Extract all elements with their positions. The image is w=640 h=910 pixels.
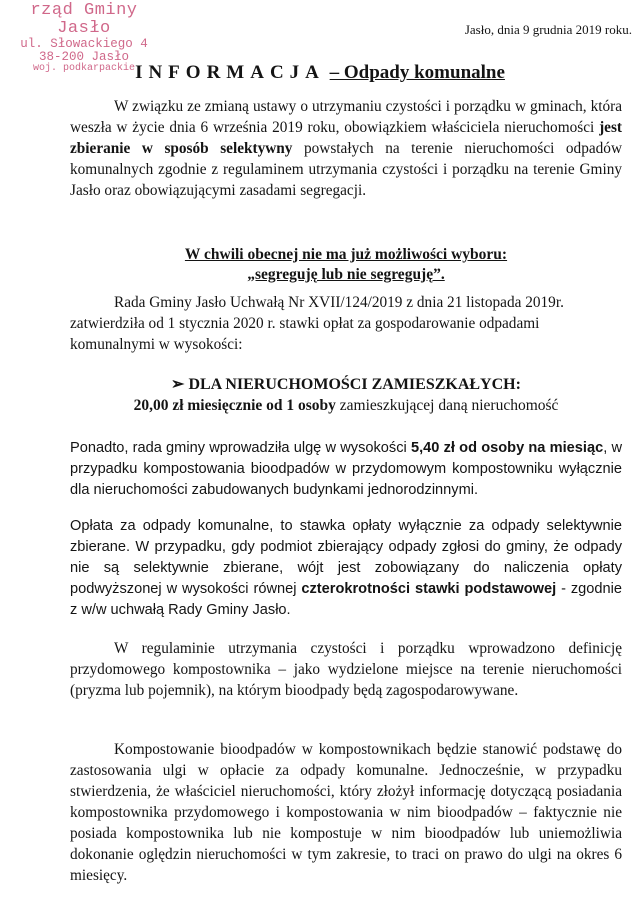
stamp-line-office: rząd Gminy Jasło [30, 1, 138, 38]
paragraph-penalty [70, 516, 622, 621]
penalty-text-bold: czterokrotności stawki podstawowej [301, 581, 557, 597]
rate-amount-rest: zamieszkującej daną nieruchomość [335, 397, 559, 414]
penalty-text-c: - zgodnie z w/w uchwałą Rady Gminy Jasło. [70, 581, 622, 618]
paragraph-definition: W regulaminie utrzymania czystości i porządku wprowadzono definicję przydomowego kompostownika – jako wydzielone miejsce na terenie nieruchomości (pryzma lub pojemnik), na którym bioodpady będą zagospodarowywane. [70, 640, 622, 699]
stamp-line-postcode: 38-200 Jasło [38, 49, 129, 64]
rate-heading-text: DLA NIERUCHOMOŚCI ZAMIESZKAŁYCH: [188, 376, 521, 393]
notice-heading-line2: „segreguję lub nie segreguję”. [247, 266, 445, 283]
document-title [0, 62, 640, 84]
rate-amount-bold: 20,00 zł miesięcznie od 1 osoby [133, 397, 336, 414]
intro-text-bold: jest zbieranie w sposób selektywny [70, 119, 622, 157]
rate-amount [70, 395, 622, 416]
intro-text-c: powstałych na terenie nieruchomości odpadów komunalnych zgodnie z regulaminem utrzymania czystości i porządku na terenie Gminy Jasło oraz obowiązującymi zasadami segregacji. [70, 140, 622, 199]
stamp-line-region: woj. podkarpackie [32, 62, 136, 74]
penalty-text-a: Opłata za odpady komunalne, to stawka opłaty wyłącznie za odpady selektywnie zbierane. W przypadku, gdy podmiot zbierający odpady zgłosi do gminy, że odpady nie są selektywnie zbierane, wójt jest zobowiązany do naliczenia opłaty podwyższonej w wysokości równej [70, 518, 622, 597]
stamp-line-street: ul. Słowackiego 4 [20, 36, 148, 51]
discount-text-c: , w przypadku kompostowania bioodpadów w przydomowym kompostowniku wyłącznie dla nieruchomości zabudowanych budynkami jednorodzinnymi. [70, 440, 622, 498]
paragraph-resolution: Rada Gminy Jasło Uchwałą Nr XVII/124/2019 z dnia 21 listopada 2019r. zatwierdziła od 1 stycznia 2020 r. stawki opłat za gospodarowanie odpadami komunalnymi w wysokości: [70, 294, 564, 353]
notice-heading [70, 245, 622, 285]
arrow-bullet-icon: ➢ [171, 376, 185, 393]
paragraph-intro [70, 96, 622, 201]
notice-heading-line1: W chwili obecnej nie ma już możliwości wyboru: [184, 246, 508, 263]
discount-text-bold: 5,40 zł od osoby na miesiąc [410, 440, 604, 456]
rate-heading [70, 374, 622, 395]
paragraph-discount [70, 438, 622, 501]
title-main: INFORMACJA [135, 62, 325, 83]
discount-text-a: Ponadto, rada gminy wprowadziła ulgę w wysokości [70, 440, 411, 456]
document-date: Jasło, dnia 9 grudnia 2019 roku. [464, 22, 632, 37]
intro-text-a: W związku ze zmianą ustawy o utrzymaniu czystości i porządku w gminach, która weszła w życie dnia 6 września 2019 roku, obowiązkiem właściciela nieruchomości [70, 98, 622, 136]
rate-section [70, 374, 622, 416]
paragraph-composting: Kompostowanie bioodpadów w kompostownikach będzie stanowić podstawę do zastosowania ulgi w opłacie za odpady komunalne. Jednocześnie, w przypadku stwierdzenia, że właściciel nieruchomości, który złożył informację dotyczącą posiadania kompostownika przydomowego i kompostowania w nim bioodpadów – faktycznie nie posiada kompostownika lub nie kompostuje w nim bioodpadów lub uniemożliwia dokonanie oględzin nieruchomości w tym zakresie, to traci on prawo do ulgi na okres 6 miesięcy. [70, 741, 622, 884]
title-subject: – Odpady komunalne [329, 62, 505, 83]
